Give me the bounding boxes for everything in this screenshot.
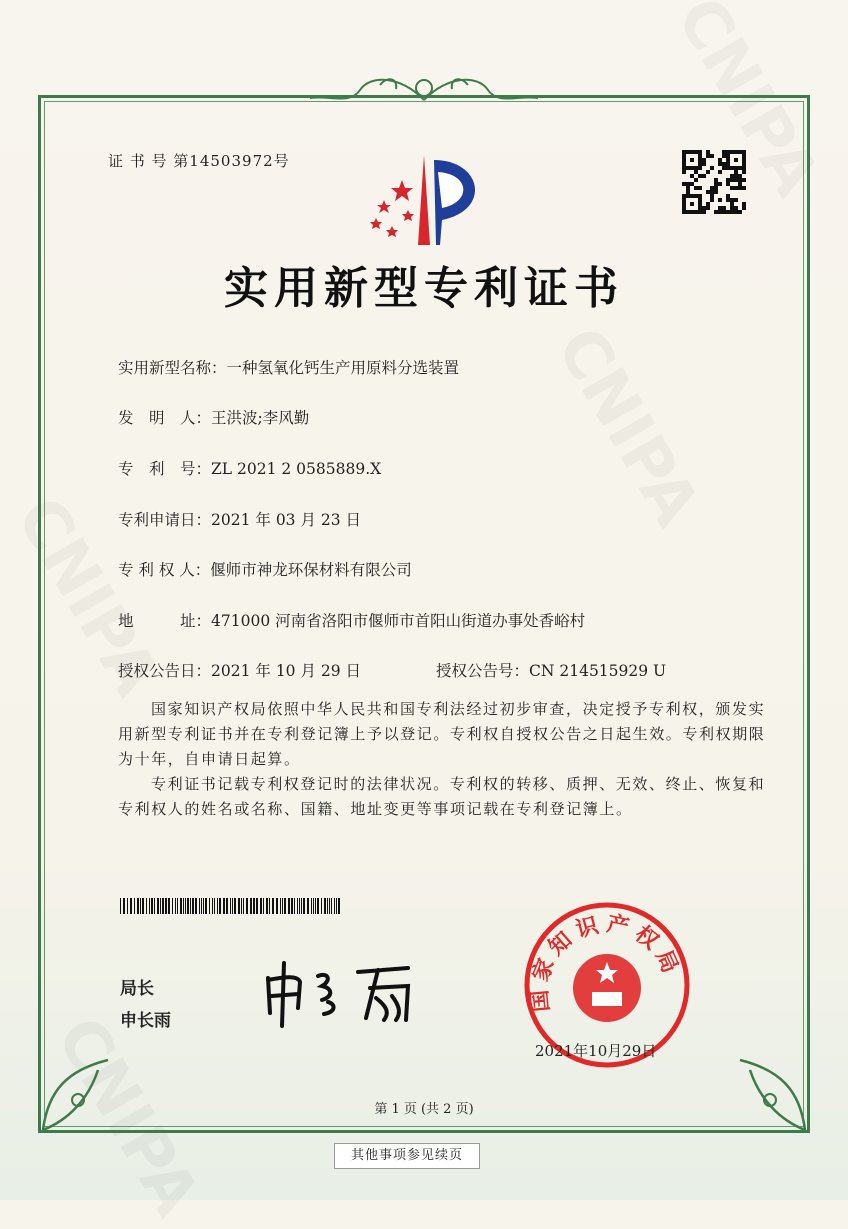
field-value: 471000 河南省洛阳市偃师市首阳山街道办事处香峪村 [211,612,586,630]
field-label: 专 利 权 人： [118,561,211,579]
corner-ornament-bottom-right [710,1030,810,1134]
top-ornament [300,70,548,110]
field-label: 地 址： [118,612,212,630]
field-label: 实用新型名称： [118,359,227,377]
field-label: 授权公告号： [436,662,530,680]
field-value: 2021 年 10 月 29 日 [211,662,362,680]
signatory-title: 局长 [120,979,154,999]
field-inventors [118,406,309,428]
cnipa-logo [362,150,492,250]
paragraph-grant: 国家知识产权局依照中华人民共和国专利法经过初步审查，决定授予专利权，颁发实用新型专利证书并在专利登记簿上予以登记。专利权自授权公告之日起生效。专利权期限为十年，自申请日起算。 [118,700,766,768]
field-utility-model-name [118,356,459,378]
signatory-name: 申长雨 [120,1011,171,1031]
field-value: 一种氢氧化钙生产用原料分选装置 [226,359,460,377]
seal-date: 2021年10月29日 [535,1042,657,1060]
field-application-date [118,508,361,530]
field-label: 专利申请日： [118,511,212,529]
signature [258,958,438,1028]
field-address [118,609,585,631]
certificate-number: 证 书 号 第14503972号 [108,152,290,170]
field-value: ZL 2021 2 0585889.X [211,460,382,478]
qr-code [682,150,746,214]
field-patentee [118,558,412,580]
field-value: 王洪波;李风勤 [211,409,310,427]
field-label: 专 利 号： [118,460,212,478]
continued-note: 其他事项参见续页 [334,1143,480,1169]
barcode [120,898,342,914]
field-announcement-number [436,659,666,681]
field-value: 2021 年 03 月 23 日 [211,511,362,529]
field-grant-date [118,659,361,681]
paragraph-legal-status: 专利证书记载专利权登记时的法律状况。专利权的转移、质押、无效、终止、恢复和专利权人的姓名或名称、国籍、地址变更等事项记载在专利登记簿上。 [118,775,766,818]
field-value: CN 214515929 U [529,662,667,680]
seal-text: 国家知识产权局 [526,910,686,1014]
field-label: 发 明 人： [118,409,212,427]
field-value: 偃师市神龙环保材料有限公司 [210,561,412,579]
field-label: 授权公告日： [118,662,212,680]
page-indicator: 第 1 页 (共 2 页) [374,1102,474,1117]
field-patent-number [118,457,381,479]
certificate-title: 实用新型专利证书 [224,263,624,314]
corner-ornament-bottom-left [38,1030,138,1134]
